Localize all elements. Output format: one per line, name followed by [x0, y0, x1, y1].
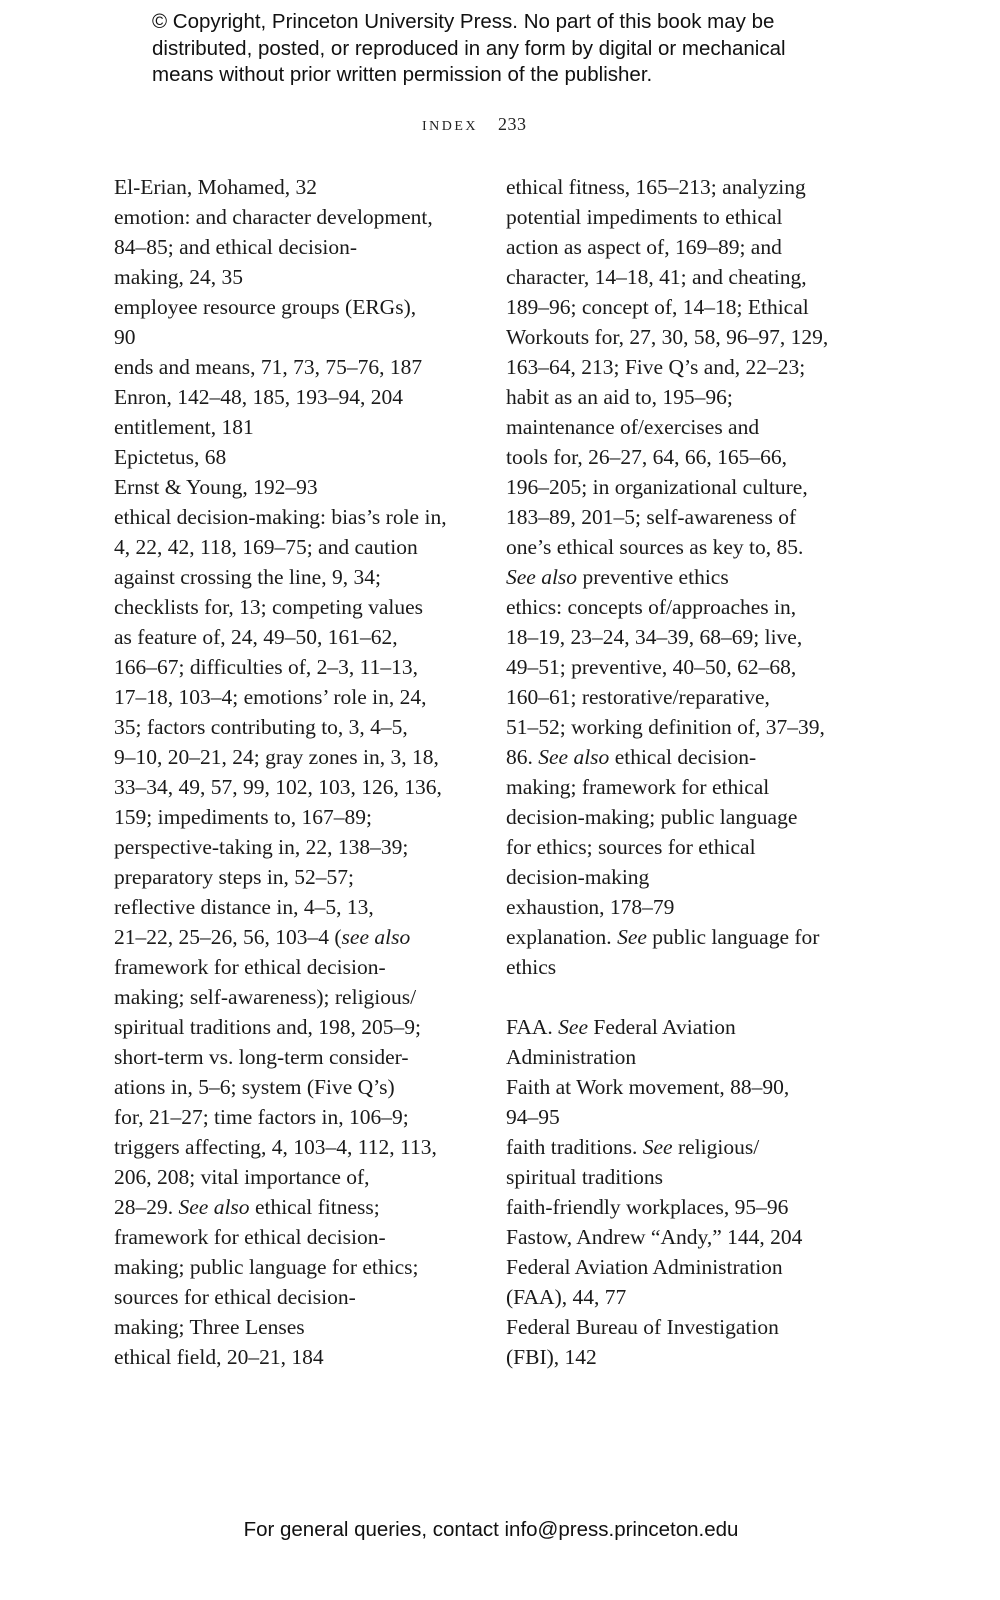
index-entry-line: Epictetus, 68	[114, 445, 227, 469]
index-entry	[506, 892, 886, 922]
index-entry-line: one’s ethical sources as key to, 85.	[506, 535, 804, 559]
index-entry-line: action as aspect of, 169–89; and	[506, 235, 782, 259]
index-entry-line: 21–22, 25–26, 56, 103–4 (see also	[114, 925, 411, 949]
index-entry-line: perspective-taking in, 22, 138–39;	[114, 835, 409, 859]
index-entry-line: 86. See also ethical decision-	[506, 745, 757, 769]
index-entry-line: 163–64, 213; Five Q’s and, 22–23;	[506, 355, 806, 379]
index-entry-line: Fastow, Andrew “Andy,” 144, 204	[506, 1225, 803, 1249]
index-entry-line: decision-making; public language	[506, 805, 798, 829]
index-entry-line: Workouts for, 27, 30, 58, 96–97, 129,	[506, 325, 829, 349]
index-entry-line: 49–51; preventive, 40–50, 62–68,	[506, 655, 797, 679]
index-entry-line: ends and means, 71, 73, 75–76, 187	[114, 355, 423, 379]
index-entry-line: making; framework for ethical	[506, 775, 770, 799]
index-entry-line: faith-friendly workplaces, 95–96	[506, 1195, 789, 1219]
index-entry-line: decision-making	[506, 865, 650, 889]
running-head	[422, 113, 527, 136]
index-entry-line: explanation. See public language for	[506, 925, 820, 949]
index-entry	[114, 472, 484, 502]
index-entry-line: (FBI), 142	[506, 1345, 597, 1369]
index-entry	[506, 1312, 886, 1372]
index-entry-line: 4, 22, 42, 118, 169–75; and caution	[114, 535, 418, 559]
index-entry-line: for, 21–27; time factors in, 106–9;	[114, 1105, 409, 1129]
index-entry-line: ethics	[506, 955, 557, 979]
index-entry-line: character, 14–18, 41; and cheating,	[506, 265, 807, 289]
index-entry	[506, 1132, 886, 1192]
index-entry-line: spiritual traditions	[506, 1165, 664, 1189]
index-entry-line: faith traditions. See religious/	[506, 1135, 760, 1159]
index-entry-line: (FAA), 44, 77	[506, 1285, 627, 1309]
copyright-notice: © Copyright, Princeton University Press. No part of this book may be distributed, posted, or reproduced in any form by digital or mechanical means without prior written permission of the publisher.	[152, 10, 786, 86]
index-entry	[506, 1252, 886, 1312]
index-entry-line: potential impediments to ethical	[506, 205, 783, 229]
index-entry	[506, 1012, 886, 1072]
index-entry-line: sources for ethical decision-	[114, 1285, 356, 1309]
index-entry-line: exhaustion, 178–79	[506, 895, 675, 919]
index-entry-line: ethical decision-making: bias’s role in,	[114, 505, 447, 529]
index-entry	[506, 592, 886, 892]
index-entry-line: Administration	[506, 1045, 637, 1069]
footer-contact: For general queries, contact info@press.princeton.edu	[243, 1518, 739, 1541]
index-entry-line: Faith at Work movement, 88–90,	[506, 1075, 790, 1099]
index-entry-line: Federal Bureau of Investigation	[506, 1315, 779, 1339]
index-entry-line: checklists for, 13; competing values	[114, 595, 424, 619]
index-entry-line: making; self-awareness); religious/	[114, 985, 417, 1009]
index-entry-line: ethics: concepts of/approaches in,	[506, 595, 797, 619]
index-column-right	[506, 172, 886, 1372]
index-entry-line: 33–34, 49, 57, 99, 102, 103, 126, 136,	[114, 775, 442, 799]
page-number: 233	[498, 114, 527, 134]
index-entry	[506, 1222, 886, 1252]
index-entry	[114, 412, 484, 442]
index-entry-line: Ernst & Young, 192–93	[114, 475, 318, 499]
index-entry-line: ethical field, 20–21, 184	[114, 1345, 324, 1369]
index-entry-line: 35; factors contributing to, 3, 4–5,	[114, 715, 408, 739]
index-entry-line: reflective distance in, 4–5, 13,	[114, 895, 374, 919]
index-entry-line: making; Three Lenses	[114, 1315, 305, 1339]
index-entry-line: 160–61; restorative/reparative,	[506, 685, 770, 709]
index-entry	[114, 172, 484, 202]
index-entry	[506, 922, 886, 982]
index-entry-line: 166–67; difficulties of, 2–3, 11–13,	[114, 655, 418, 679]
index-entry-line: 17–18, 103–4; emotions’ role in, 24,	[114, 685, 427, 709]
index-entry-line: employee resource groups (ERGs),	[114, 295, 417, 319]
index-entry-line: See also preventive ethics	[506, 565, 729, 589]
index-entry-line: short-term vs. long-term consider-	[114, 1045, 409, 1069]
index-entry-line: 159; impediments to, 167–89;	[114, 805, 372, 829]
index-entry-line: entitlement, 181	[114, 415, 254, 439]
index-entry-line: emotion: and character development,	[114, 205, 433, 229]
index-entry-line: for ethics; sources for ethical	[506, 835, 756, 859]
index-entry	[114, 352, 484, 382]
index-entry-line: 9–10, 20–21, 24; gray zones in, 3, 18,	[114, 745, 439, 769]
index-entry-line: triggers affecting, 4, 103–4, 112, 113,	[114, 1135, 437, 1159]
index-entry-line: FAA. See Federal Aviation	[506, 1015, 736, 1039]
index-entry-line: 94–95	[506, 1105, 560, 1129]
index-entry-line: against crossing the line, 9, 34;	[114, 565, 381, 589]
index-entry-line: 28–29. See also ethical fitness;	[114, 1195, 380, 1219]
index-entry-line: making, 24, 35	[114, 265, 243, 289]
index-entry-line: spiritual traditions and, 198, 205–9;	[114, 1015, 421, 1039]
index-entry-line: 206, 208; vital importance of,	[114, 1165, 370, 1189]
index-entry-line: Federal Aviation Administration	[506, 1255, 783, 1279]
index-entry-line: making; public language for ethics;	[114, 1255, 419, 1279]
index-entry-line: El-Erian, Mohamed, 32	[114, 175, 318, 199]
running-head-label: index	[422, 113, 479, 135]
index-entry	[114, 202, 484, 292]
index-entry	[506, 1192, 886, 1222]
index-entry-line: tools for, 26–27, 64, 66, 165–66,	[506, 445, 788, 469]
index-entry-line: 90	[114, 325, 136, 349]
index-entry-line: 196–205; in organizational culture,	[506, 475, 808, 499]
index-entry-line: 183–89, 201–5; self-awareness of	[506, 505, 797, 529]
index-entry-line: framework for ethical decision-	[114, 955, 386, 979]
index-entry-line: as feature of, 24, 49–50, 161–62,	[114, 625, 398, 649]
index-entry-line: ations in, 5–6; system (Five Q’s)	[114, 1075, 395, 1099]
index-entry	[114, 442, 484, 472]
index-entry-line: maintenance of/exercises and	[506, 415, 760, 439]
index-entry-line: ethical fitness, 165–213; analyzing	[506, 175, 806, 199]
index-entry-line: 189–96; concept of, 14–18; Ethical	[506, 295, 809, 319]
index-entry-line: 84–85; and ethical decision-	[114, 235, 357, 259]
index-entry	[114, 1342, 484, 1372]
index-entry	[114, 292, 484, 352]
index-entry-line: framework for ethical decision-	[114, 1225, 386, 1249]
index-entry-line: preparatory steps in, 52–57;	[114, 865, 355, 889]
index-entry	[114, 382, 484, 412]
index-entry-line: 51–52; working definition of, 37–39,	[506, 715, 825, 739]
index-column-left	[114, 172, 484, 1372]
index-entry-line: Enron, 142–48, 185, 193–94, 204	[114, 385, 404, 409]
index-entry	[114, 502, 484, 1342]
index-entry-line: 18–19, 23–24, 34–39, 68–69; live,	[506, 625, 803, 649]
index-entry-line: habit as an aid to, 195–96;	[506, 385, 733, 409]
index-entry	[506, 172, 886, 592]
index-entry	[506, 1072, 886, 1132]
